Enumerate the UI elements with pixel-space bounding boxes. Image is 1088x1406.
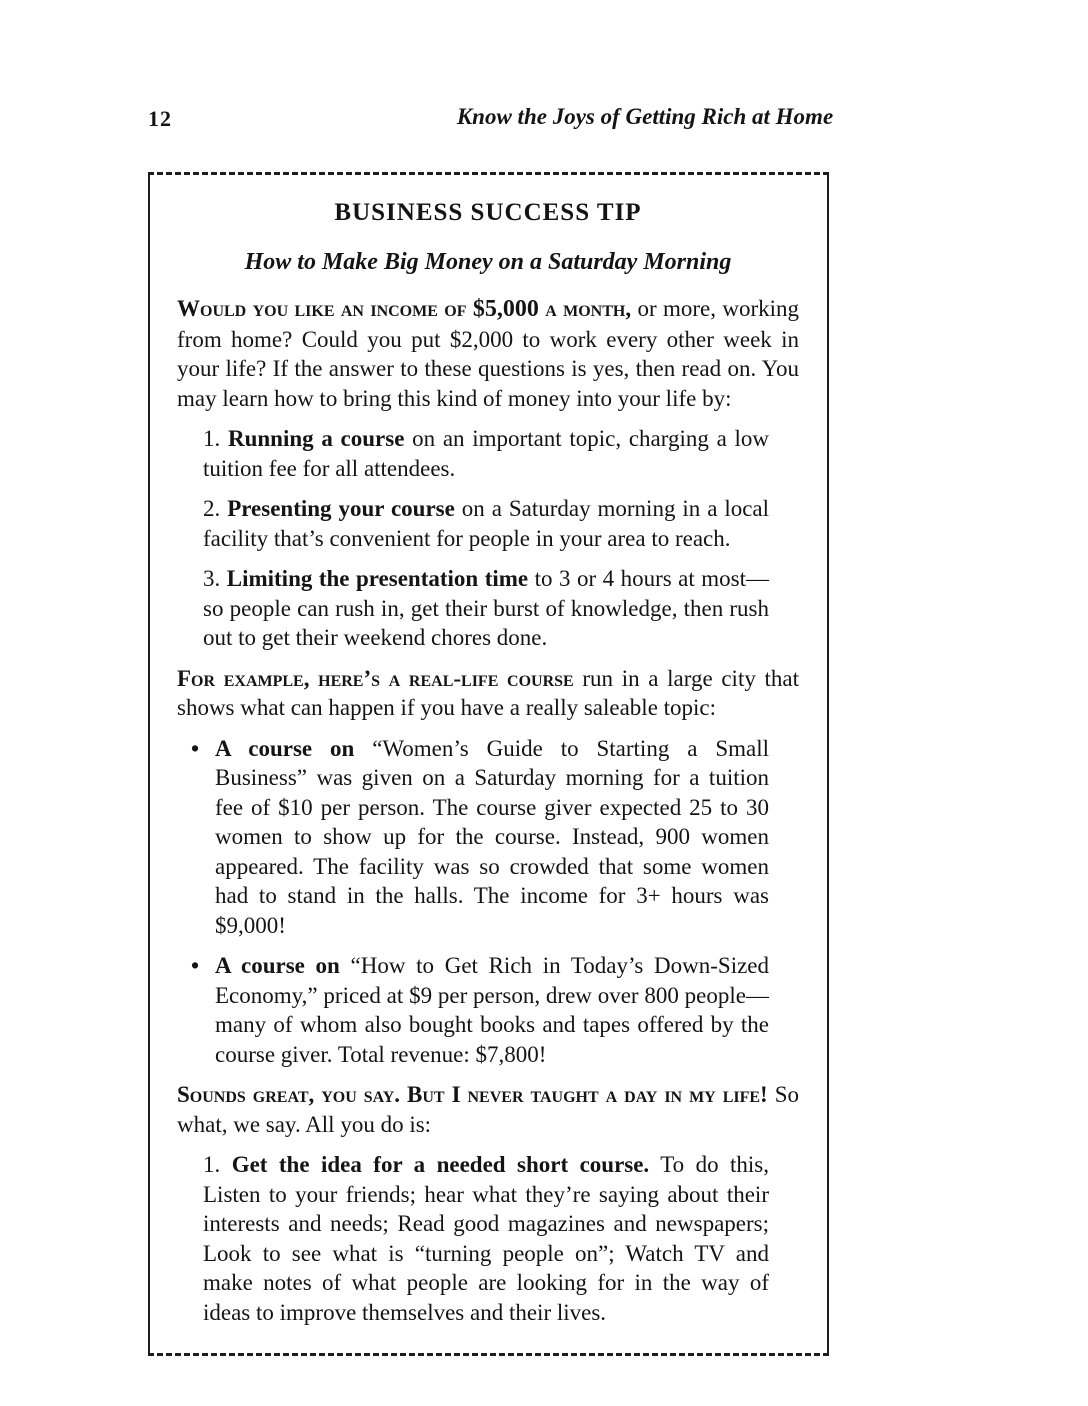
text-segment: $5,000 xyxy=(472,296,539,322)
tip-box-body xyxy=(177,294,799,1327)
bullet-icon: • xyxy=(191,735,200,761)
paragraph xyxy=(177,1080,799,1139)
text-segment: Limiting the presentation time xyxy=(226,566,529,591)
text-segment: Get the idea for a needed short course. xyxy=(231,1152,650,1177)
text-segment: 1. xyxy=(203,1152,232,1177)
text-segment: run in a large city that shows what can happen if you have a really saleable topic: xyxy=(177,665,799,720)
text-segment: A course on xyxy=(215,953,340,978)
text-segment: Sounds great, you say. But I never taught a day in my life! xyxy=(177,1082,768,1107)
text-segment: or more, working from home? Could you put $2,000 to work every other week in your life? If the answer to these questions is yes, then read on. You may learn how to bring this kind of money into your life by: xyxy=(177,296,799,411)
text-segment: 2. xyxy=(203,496,228,521)
text-segment: to 3 or 4 hours at most—so people can rush in, get their burst of knowledge, then rush out to get their weekend chores done. xyxy=(203,566,769,650)
text-segment: To do this, Listen to your friends; hear what they’re saying about their interests and needs; Read good magazines and newspapers; Look to see what is “turning people on”; Watch TV and make notes of what people are looking for in the way of ideas to improve themselves and their lives. xyxy=(203,1152,769,1325)
text-segment: on a Saturday morning in a local facility that’s convenient for people in your area to reach. xyxy=(203,496,770,551)
list-item xyxy=(191,951,769,1069)
list-item xyxy=(203,564,769,653)
text-segment: For example, here’s a real-life course xyxy=(177,665,574,691)
tip-box-title: BUSINESS SUCCESS TIP xyxy=(334,199,642,226)
list-item xyxy=(203,494,769,553)
text-segment: a month, xyxy=(538,296,632,321)
list-item xyxy=(203,1150,769,1327)
paragraph xyxy=(177,664,799,723)
text-segment: A course on xyxy=(215,735,355,761)
text-segment: on an important topic, charging a low tuition fee for all attendees. xyxy=(203,426,770,481)
text-segment: Running a course xyxy=(227,426,405,451)
text-segment: 1. xyxy=(203,426,228,451)
running-title: Know the Joys of Getting Rich at Home xyxy=(456,104,834,129)
text-segment: Would you like an income of xyxy=(177,296,473,321)
text-segment: 3. xyxy=(203,566,227,591)
list-item xyxy=(203,424,769,483)
text-segment: So what, we say. All you do is: xyxy=(177,1082,799,1137)
bullet-icon: • xyxy=(191,953,200,978)
text-segment: “Women’s Guide to Starting a Small Business” was given on a Saturday morning for a tuition fee of $10 per person. The course giver expected 25 to 30 women to show up for the course. Instead, 900 women appeared. The facility was so crowded that some women had to stand in the halls. The income for 3+ hours was $9,000! xyxy=(215,735,769,938)
text-segment: Presenting your course xyxy=(227,496,455,521)
tip-box-subtitle: How to Make Big Money on a Saturday Morning xyxy=(244,249,732,275)
list-item xyxy=(191,734,769,941)
business-tip-box xyxy=(148,172,829,1356)
page-number: 12 xyxy=(148,106,172,131)
paragraph xyxy=(177,294,799,413)
text-segment: “How to Get Rich in Today’s Down-Sized Economy,” priced at $9 per person, drew over 800 people—many of whom also bought books and tapes offered by the course giver. Total revenue: $7,800! xyxy=(215,953,769,1067)
